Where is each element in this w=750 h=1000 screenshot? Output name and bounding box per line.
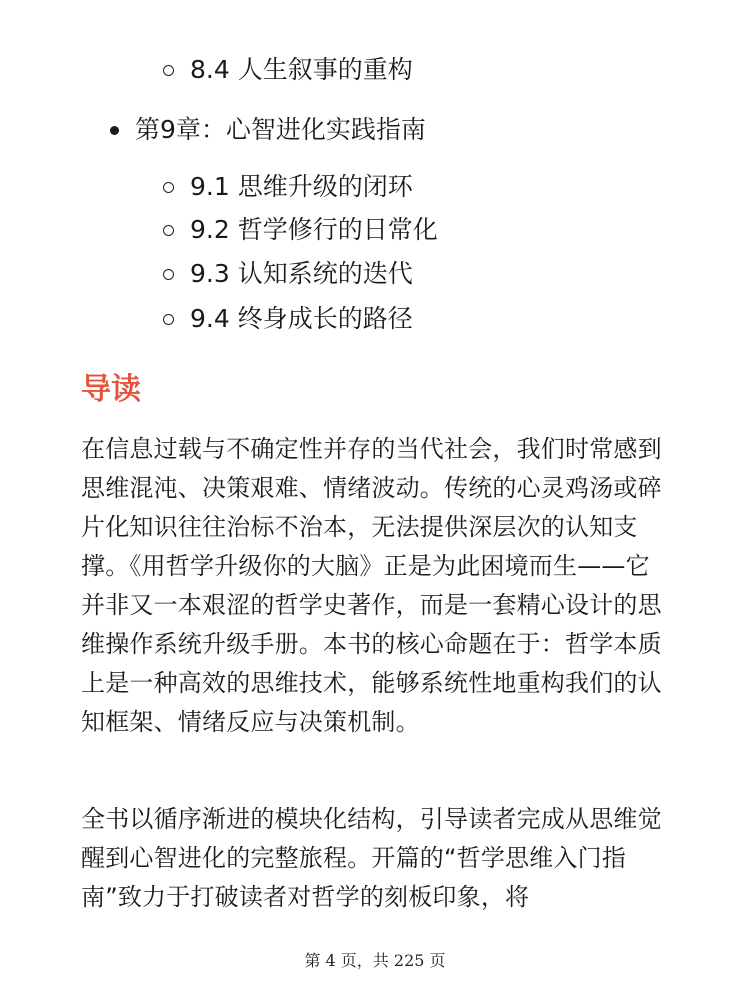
intro-paragraph-2: 全书以循序渐进的模块化结构，引导读者完成从思维觉醒到心智进化的完整旅程。开篇的“哲学思维入门指南”致力于打破读者对哲学的刻板印象，将 xyxy=(81,805,662,911)
page-number-footer: 第 4 页，共 225 页 xyxy=(304,951,446,970)
hollow-bullet-icon xyxy=(163,225,174,236)
toc-chapter-9 xyxy=(110,113,426,147)
toc-item-text: 9.4 终身成长的路径 xyxy=(190,304,413,333)
toc-item-text: 9.1 思维升级的闭环 xyxy=(190,172,413,201)
toc-subitem-8-4 xyxy=(163,53,413,87)
toc-item-text: 9.3 认知系统的迭代 xyxy=(190,259,413,288)
toc-item-text: 8.4 人生叙事的重构 xyxy=(190,55,413,84)
hollow-bullet-icon xyxy=(163,65,174,76)
hollow-bullet-icon xyxy=(163,269,174,280)
toc-subitem-9-4 xyxy=(163,302,413,336)
toc-subitem-9-2 xyxy=(163,213,438,247)
toc-item-text: 第9章：心智进化实践指南 xyxy=(135,115,426,144)
section-heading: 导读 xyxy=(81,372,141,407)
intro-paragraph-1: 在信息过载与不确定性并存的当代社会，我们时常感到思维混沌、决策艰难、情绪波动。传统的心灵鸡汤或碎片化知识往往治标不治本，无法提供深层次的认知支撑。《用哲学升级你的大脑》正是为此困境而生——它并非又一本艰涩的哲学史著作，而是一套精心设计的思维操作系统升级手册。本书的核心命题在于：哲学本质上是一种高效的思维技术，能够系统性地重构我们的认知框架、情绪反应与决策机制。 xyxy=(81,435,662,736)
hollow-bullet-icon xyxy=(163,182,174,193)
solid-bullet-icon xyxy=(110,126,119,135)
toc-subitem-9-3 xyxy=(163,257,413,291)
hollow-bullet-icon xyxy=(163,314,174,325)
toc-item-text: 9.2 哲学修行的日常化 xyxy=(190,215,438,244)
toc-subitem-9-1 xyxy=(163,170,413,204)
